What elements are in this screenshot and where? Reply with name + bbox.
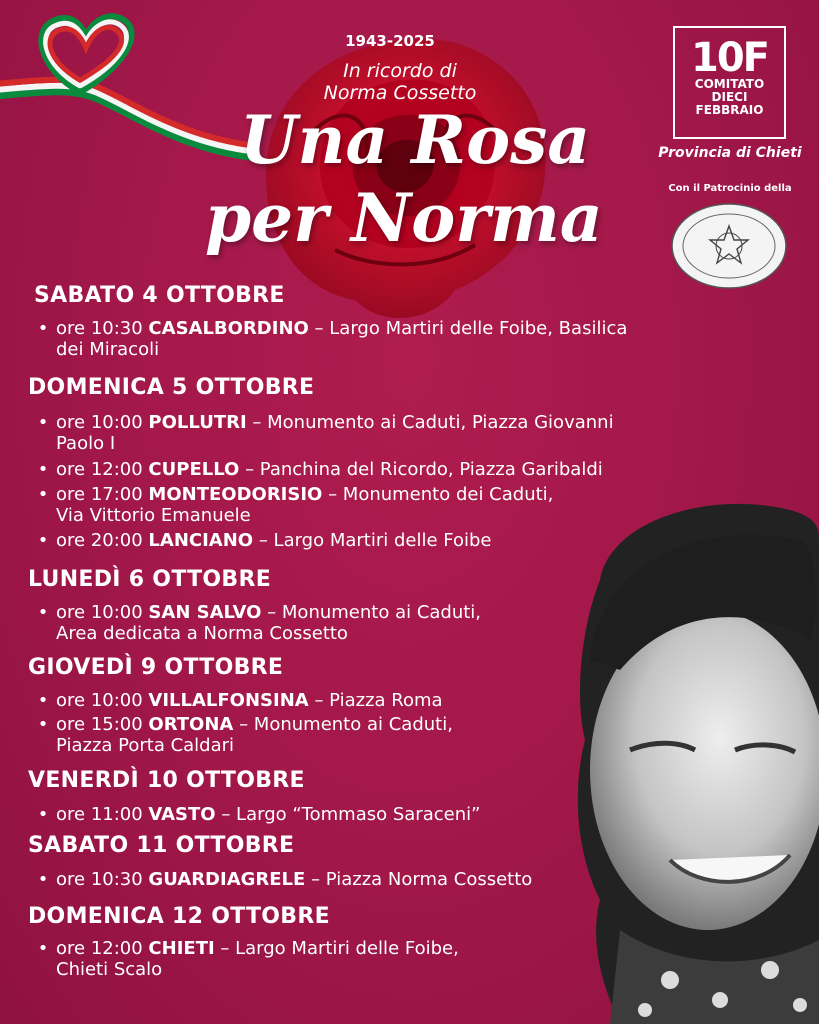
- day-heading-4: GIOVEDÌ 9 OTTOBRE: [28, 655, 284, 680]
- logo-line-3: FEBBRAIO: [695, 103, 764, 117]
- event-item: [30, 714, 770, 756]
- event-place: SAN SALVO: [148, 602, 262, 623]
- event-cont: Chieti Scalo: [56, 959, 163, 980]
- event-bullet: •: [37, 690, 49, 711]
- event-bullet: •: [37, 714, 49, 735]
- event-item: [30, 318, 770, 360]
- event-desc: – Largo “Tommaso Saraceni”: [215, 804, 481, 825]
- tricolor-heart-ribbon-icon: [0, 0, 260, 200]
- comitato-logo: [673, 26, 786, 139]
- event-place: CASALBORDINO: [148, 318, 309, 339]
- event-item: [30, 690, 770, 711]
- event-item: [30, 804, 770, 825]
- event-time: ore 12:00: [56, 938, 143, 959]
- day-heading-7: DOMENICA 12 OTTOBRE: [28, 904, 330, 929]
- logo-line-2: DIECI: [711, 90, 748, 104]
- event-desc: – Monumento ai Caduti,: [233, 714, 453, 735]
- patronage-label: Con il Patrocinio della: [668, 183, 792, 194]
- event-desc: – Monumento dei Caduti,: [322, 484, 554, 505]
- event-bullet: •: [37, 484, 49, 505]
- event-time: ore 10:00: [56, 602, 143, 623]
- day-heading-2: DOMENICA 5 OTTOBRE: [28, 375, 315, 400]
- event-bullet: •: [37, 412, 49, 433]
- event-bullet: •: [37, 804, 49, 825]
- memory-line-2: Norma Cossetto: [323, 82, 477, 104]
- event-place: ORTONA: [148, 714, 234, 735]
- event-cont: Piazza Porta Caldari: [56, 735, 235, 756]
- event-cont: Via Vittorio Emanuele: [56, 505, 251, 526]
- event-desc: – Monumento ai Caduti, Piazza Giovanni: [246, 412, 614, 433]
- event-bullet: •: [37, 530, 49, 551]
- event-time: ore 15:00: [56, 714, 143, 735]
- event-desc: – Piazza Roma: [308, 690, 443, 711]
- years-range: 1943-2025: [345, 32, 435, 50]
- logo-10f: 10F: [691, 35, 768, 81]
- event-item: [30, 412, 770, 454]
- event-desc: – Largo Martiri delle Foibe, Basilica: [308, 318, 628, 339]
- event-item: [30, 869, 770, 890]
- event-place: VASTO: [148, 804, 216, 825]
- event-time: ore 17:00: [56, 484, 143, 505]
- event-time: ore 10:00: [56, 690, 143, 711]
- event-place: MONTEODORISIO: [148, 484, 323, 505]
- event-cont: Paolo I: [56, 433, 116, 454]
- logo-line-1: COMITATO: [694, 77, 765, 91]
- presidency-seal-icon: [670, 202, 788, 290]
- event-item: [30, 484, 770, 526]
- memory-subtitle: [290, 60, 510, 104]
- event-bullet: •: [37, 318, 49, 339]
- event-time: ore 11:00: [56, 804, 143, 825]
- event-place: CHIETI: [148, 938, 215, 959]
- event-bullet: •: [37, 602, 49, 623]
- memory-line-1: In ricordo di: [343, 60, 457, 82]
- event-time: ore 10:30: [56, 869, 143, 890]
- event-time: ore 10:30: [56, 318, 143, 339]
- province-label: Provincia di Chieti: [658, 145, 802, 161]
- event-item: [30, 602, 770, 644]
- event-time: ore 12:00: [56, 459, 143, 480]
- event-item: [30, 530, 770, 551]
- day-heading-6: SABATO 11 OTTOBRE: [28, 833, 295, 858]
- day-heading-3: LUNEDÌ 6 OTTOBRE: [28, 567, 272, 592]
- event-desc: – Panchina del Ricordo, Piazza Garibaldi: [239, 459, 603, 480]
- event-cont: dei Miracoli: [56, 339, 160, 360]
- event-bullet: •: [37, 459, 49, 480]
- event-bullet: •: [37, 869, 49, 890]
- event-place: GUARDIAGRELE: [148, 869, 306, 890]
- event-cont: Area dedicata a Norma Cossetto: [56, 623, 348, 644]
- event-bullet: •: [37, 938, 49, 959]
- event-desc: – Largo Martiri delle Foibe: [253, 530, 492, 551]
- day-heading-1: SABATO 4 OTTOBRE: [34, 283, 285, 308]
- title-line-1: Una Rosa: [240, 101, 591, 179]
- event-desc: – Monumento ai Caduti,: [261, 602, 482, 623]
- title-line-2: per Norma: [205, 179, 603, 257]
- event-time: ore 10:00: [56, 412, 143, 433]
- event-time: ore 20:00: [56, 530, 143, 551]
- day-heading-5: VENERDÌ 10 OTTOBRE: [28, 768, 305, 793]
- event-desc: – Largo Martiri delle Foibe,: [214, 938, 459, 959]
- event-place: POLLUTRI: [148, 412, 247, 433]
- event-desc: – Piazza Norma Cossetto: [305, 869, 533, 890]
- event-place: LANCIANO: [148, 530, 254, 551]
- event-item: [30, 938, 770, 980]
- event-item: [30, 459, 770, 480]
- event-place: CUPELLO: [148, 459, 240, 480]
- event-place: VILLALFONSINA: [148, 690, 309, 711]
